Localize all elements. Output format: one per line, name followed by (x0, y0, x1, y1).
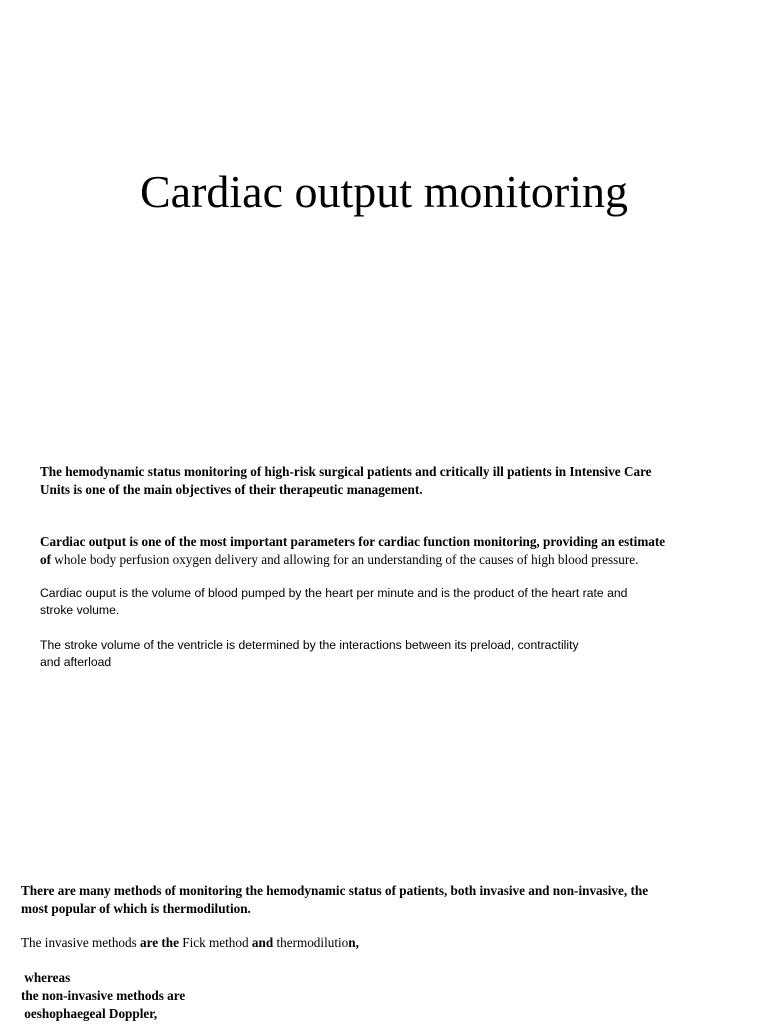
text-line: oeshophaegeal Doppler, (21, 1006, 158, 1021)
text-segment: whole body perfusion oxygen delivery and allowing for an understanding of the causes of high blood pressure. (51, 552, 639, 567)
text-line: There are many methods of monitoring the hemodynamic status of patients, both invasive and non-invasive, the (21, 883, 649, 898)
text-segment: The invasive methods (21, 935, 141, 950)
paragraph-cardiac-output-importance (40, 533, 740, 569)
text-line: The hemodynamic status monitoring of high-risk surgical patients and critically ill patients in Intensive Care (40, 464, 652, 479)
text-line: stroke volume. (40, 603, 120, 617)
paragraph-invasive-methods (21, 934, 741, 952)
text-line: the non-invasive methods are (21, 988, 186, 1003)
text-line: whereas (21, 970, 71, 985)
text-line: and afterload (40, 655, 112, 669)
text-segment-bold: n, (348, 935, 359, 950)
document-title: Cardiac output monitoring (139, 166, 629, 217)
text-line: Units is one of the main objectives of their therapeutic management. (40, 482, 423, 497)
text-line: Cardiac output is one of the most important parameters for cardiac function monitoring, providing an estimate (40, 534, 666, 549)
paragraph-cardiac-output-definition (40, 585, 740, 619)
paragraph-non-invasive-methods (21, 969, 741, 1023)
text-segment: thermodilutio (273, 935, 349, 950)
text-line: most popular of which is thermodilution. (21, 901, 251, 916)
paragraph-hemodynamic-monitoring (40, 463, 740, 499)
text-line: Cardiac ouput is the volume of blood pumped by the heart per minute and is the product of the heart rate and (40, 586, 628, 600)
paragraph-stroke-volume (40, 637, 740, 671)
text-line (21, 934, 741, 952)
text-segment-bold: are the (140, 935, 179, 950)
text-line: The stroke volume of the ventricle is determined by the interactions between its preload, contractility (40, 638, 579, 652)
text-line (40, 551, 740, 569)
text-segment-bold: of (40, 552, 51, 567)
text-segment: Fick method (178, 935, 252, 950)
text-segment-bold: and (251, 935, 274, 950)
paragraph-monitoring-methods (21, 882, 741, 918)
